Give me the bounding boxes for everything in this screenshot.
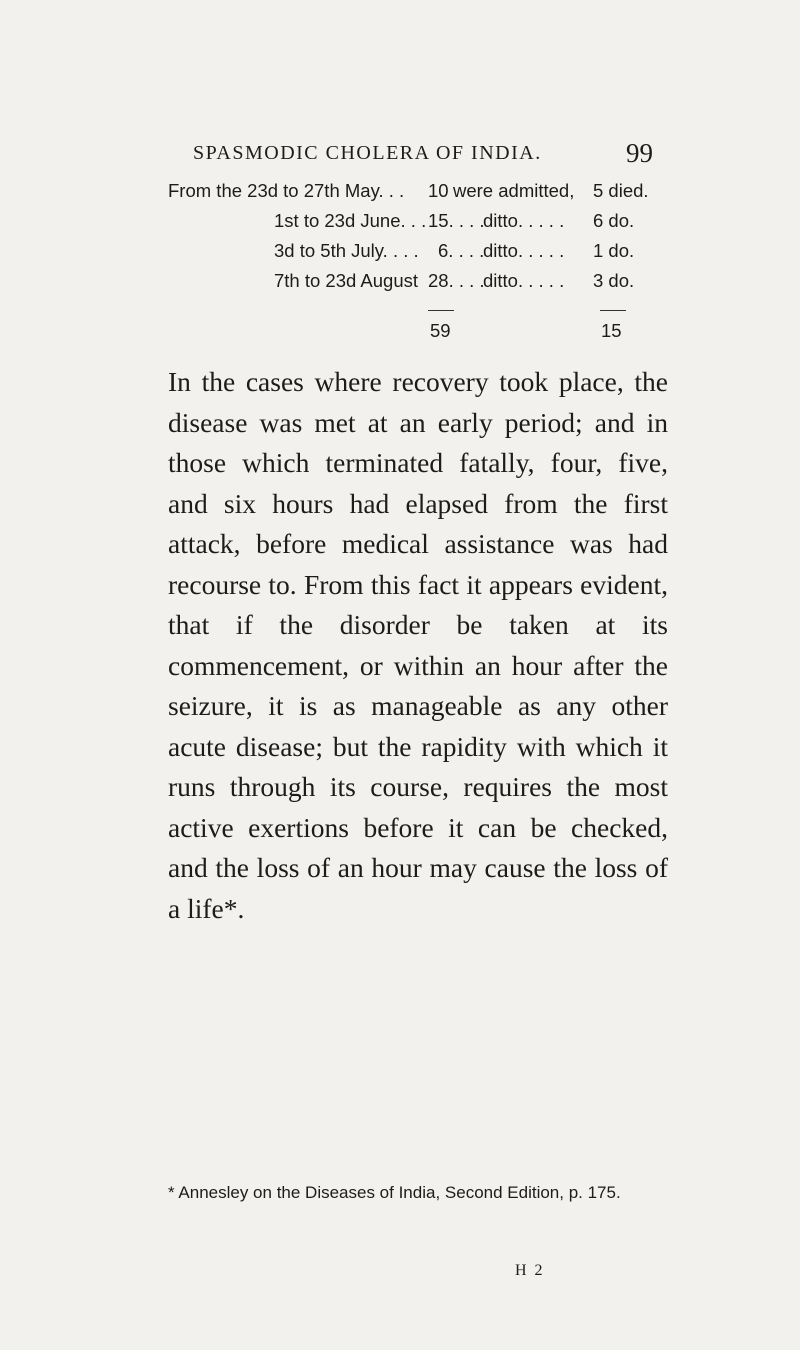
total-rule	[600, 310, 626, 311]
page-number: 99	[626, 138, 653, 168]
total-died: 15	[601, 320, 622, 341]
status-cell: ditto. . . . .	[483, 210, 565, 231]
status-cell: ditto. . . . .	[483, 270, 565, 291]
died-cell: 6 do.	[593, 210, 635, 231]
admitted-cell: 28. . . .	[428, 270, 485, 291]
footnote: * Annesley on the Diseases of India, Second Edition, p. 175.	[168, 1183, 621, 1202]
period-cell: From the 23d to 27th May. . .	[168, 180, 405, 201]
main-paragraph: In the cases where recovery took place, the disease was met at an early period; and in those which terminated fatally, four, five, and six hours had elapsed from the first attack, before medical assistance was had recourse to. From this fact it appears evident, that if the disorder be taken at its commencement, or within an hour after the seizure, it is as manageable as any other acute disease; but the rapidity with which it runs through its course, requires the most active exertions before it can be checked, and the loss of an hour may cause the loss of a life*.	[168, 366, 668, 924]
died-cell: 5 died.	[593, 180, 649, 201]
total-admitted: 59	[430, 320, 451, 341]
admitted-cell: 15. . . .	[428, 210, 485, 231]
total-rule	[428, 310, 454, 311]
period-cell: 3d to 5th July. . . .	[274, 240, 419, 261]
period-cell: 1st to 23d June. . .	[274, 210, 427, 231]
died-cell: 1 do.	[593, 240, 635, 261]
admitted-cell: 6. . . .	[438, 240, 485, 261]
status-cell: ditto. . . . .	[483, 240, 565, 261]
period-cell: 7th to 23d August	[274, 270, 419, 291]
signature-mark: H 2	[515, 1262, 545, 1279]
died-cell: 3 do.	[593, 270, 635, 291]
running-title: SPASMODIC CHOLERA OF INDIA.	[193, 142, 542, 164]
status-cell: were admitted,	[453, 180, 575, 201]
admitted-cell: 10	[428, 180, 449, 201]
